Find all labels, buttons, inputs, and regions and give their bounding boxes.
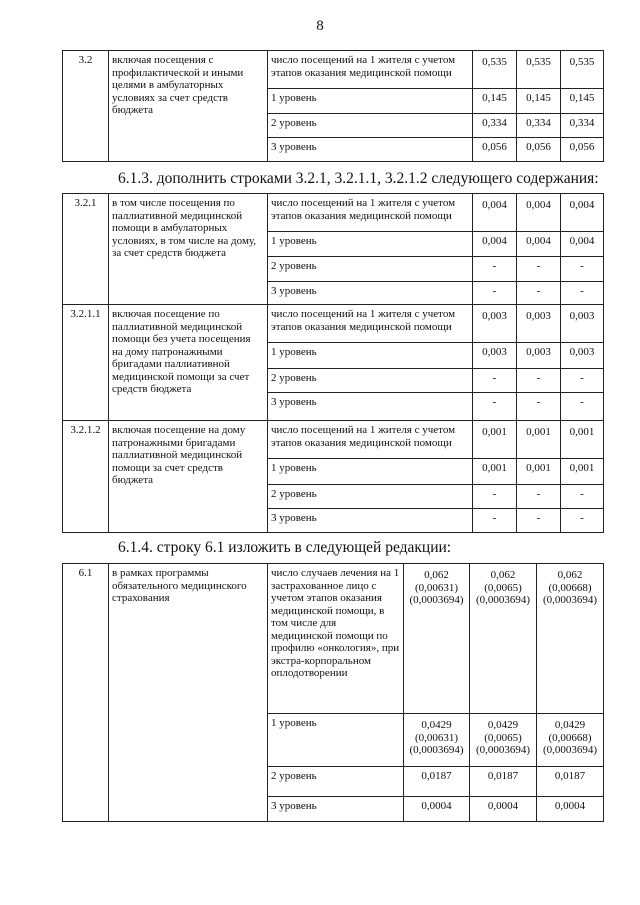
table-row-6-1	[62, 563, 604, 822]
table-row-3-2	[62, 50, 604, 162]
value-cell: 0,004	[473, 194, 517, 232]
value-cell: 0,145	[473, 89, 517, 114]
value-cell: 0,062 (0,00631) (0,0003694)	[404, 564, 470, 714]
measure-label: число посещений на 1 жителя с учетом этапов оказания медицинской помощи	[268, 51, 473, 89]
value-cell: -	[473, 485, 517, 509]
measure-label: число посещений на 1 жителя с учетом этапов оказания медицинской помощи	[268, 305, 473, 343]
value-cell: 0,003	[561, 305, 604, 343]
row-description: включая посещение на дому патронажными бригадами паллиативной медицинской помощи за счет средств бюджета	[109, 421, 268, 533]
measure-label: 1 уровень	[268, 232, 473, 257]
measure-label: 1 уровень	[268, 89, 473, 114]
value-cell: -	[561, 393, 604, 421]
value-cell: 0,334	[561, 114, 604, 138]
measure-label: 2 уровень	[268, 257, 473, 282]
value-cell: 0,004	[517, 194, 561, 232]
value-cell: 0,001	[561, 459, 604, 485]
value-cell: 0,001	[517, 459, 561, 485]
value-cell: 0,0187	[404, 767, 470, 797]
value-cell: 0,001	[517, 421, 561, 459]
measure-label: 3 уровень	[268, 797, 404, 822]
value-cell: 0,0429 (0,00668) (0,0003694)	[537, 714, 604, 767]
measure-label: число посещений на 1 жителя с учетом этапов оказания медицинской помощи	[268, 194, 473, 232]
measure-label: 2 уровень	[268, 485, 473, 509]
value-cell: -	[517, 393, 561, 421]
value-cell: -	[517, 282, 561, 305]
value-cell: 0,056	[517, 138, 561, 162]
value-cell: -	[561, 509, 604, 533]
row-code: 6.1	[63, 564, 109, 822]
value-cell: -	[517, 509, 561, 533]
value-cell: -	[473, 509, 517, 533]
measure-label: число посещений на 1 жителя с учетом этапов оказания медицинской помощи	[268, 421, 473, 459]
page-number: 8	[316, 18, 324, 34]
value-cell: 0,004	[473, 232, 517, 257]
measure-label: 1 уровень	[268, 459, 473, 485]
value-cell: 0,0004	[537, 797, 604, 822]
measure-label: 3 уровень	[268, 393, 473, 421]
value-cell: -	[473, 369, 517, 393]
value-cell: 0,0004	[470, 797, 537, 822]
value-cell: 0,0004	[404, 797, 470, 822]
value-cell: 0,004	[561, 232, 604, 257]
section-heading: 6.1.3. дополнить строками 3.2.1, 3.2.1.1, 3.2.1.2 следующего содержания:	[118, 170, 599, 187]
value-cell: 0,003	[517, 305, 561, 343]
measure-label: 2 уровень	[268, 114, 473, 138]
value-cell: 0,0429 (0,00631) (0,0003694)	[404, 714, 470, 767]
value-cell: -	[561, 485, 604, 509]
measure-label: 1 уровень	[268, 343, 473, 369]
value-cell: -	[561, 369, 604, 393]
value-cell: 0,145	[561, 89, 604, 114]
value-cell: 0,003	[561, 343, 604, 369]
measure-label: 1 уровень	[268, 714, 404, 767]
value-cell: 0,145	[517, 89, 561, 114]
row-code: 3.2.1	[63, 194, 109, 305]
value-cell: 0,535	[473, 51, 517, 89]
value-cell: 0,001	[473, 459, 517, 485]
value-cell: 0,535	[517, 51, 561, 89]
value-cell: -	[517, 257, 561, 282]
value-cell: 0,0187	[470, 767, 537, 797]
value-cell: -	[561, 282, 604, 305]
value-cell: 0,003	[517, 343, 561, 369]
value-cell: -	[561, 257, 604, 282]
value-cell: 0,535	[561, 51, 604, 89]
section-heading: 6.1.4. строку 6.1 изложить в следующей редакции:	[118, 539, 452, 556]
value-cell: 0,001	[473, 421, 517, 459]
measure-label: число случаев лечения на 1 застрахованное лицо с учетом этапов оказания медицинской помощи, в том числе для медицинской помощи по профилю «онкология», при экстра-корпоральном оплодотворении	[268, 564, 404, 714]
value-cell: -	[517, 369, 561, 393]
table-rows-3-2-1	[62, 193, 604, 533]
value-cell: 0,0187	[537, 767, 604, 797]
row-description: включая посещения с профилактической и иными целями в амбулаторных условиях за счет средств бюджета	[109, 51, 268, 162]
value-cell: -	[517, 485, 561, 509]
value-cell: 0,056	[561, 138, 604, 162]
value-cell: 0,062 (0,0065) (0,0003694)	[470, 564, 537, 714]
measure-label: 2 уровень	[268, 369, 473, 393]
measure-label: 3 уровень	[268, 282, 473, 305]
row-description: включая посещение по паллиативной медицинской помощи без учета посещения на дому патронажными бригадами паллиативной медицинской помощи за счет средств бюджета	[109, 305, 268, 421]
value-cell: 0,003	[473, 343, 517, 369]
value-cell: 0,004	[517, 232, 561, 257]
row-description: в том числе посещения по паллиативной медицинской помощи в амбулаторных условиях, в том числе на дому, за счет средств бюджета	[109, 194, 268, 305]
measure-label: 3 уровень	[268, 138, 473, 162]
row-code: 3.2.1.1	[63, 305, 109, 421]
row-description: в рамках программы обязательного медицинского страхования	[109, 564, 268, 822]
measure-label: 2 уровень	[268, 767, 404, 797]
value-cell: -	[473, 257, 517, 282]
value-cell: -	[473, 282, 517, 305]
value-cell: 0,001	[561, 421, 604, 459]
value-cell: 0,003	[473, 305, 517, 343]
value-cell: 0,334	[473, 114, 517, 138]
measure-label: 3 уровень	[268, 509, 473, 533]
value-cell: 0,056	[473, 138, 517, 162]
row-code: 3.2.1.2	[63, 421, 109, 533]
row-code: 3.2	[63, 51, 109, 162]
value-cell: 0,062 (0,00668) (0,0003694)	[537, 564, 604, 714]
value-cell: 0,334	[517, 114, 561, 138]
value-cell: 0,004	[561, 194, 604, 232]
value-cell: 0,0429 (0,0065) (0,0003694)	[470, 714, 537, 767]
value-cell: -	[473, 393, 517, 421]
